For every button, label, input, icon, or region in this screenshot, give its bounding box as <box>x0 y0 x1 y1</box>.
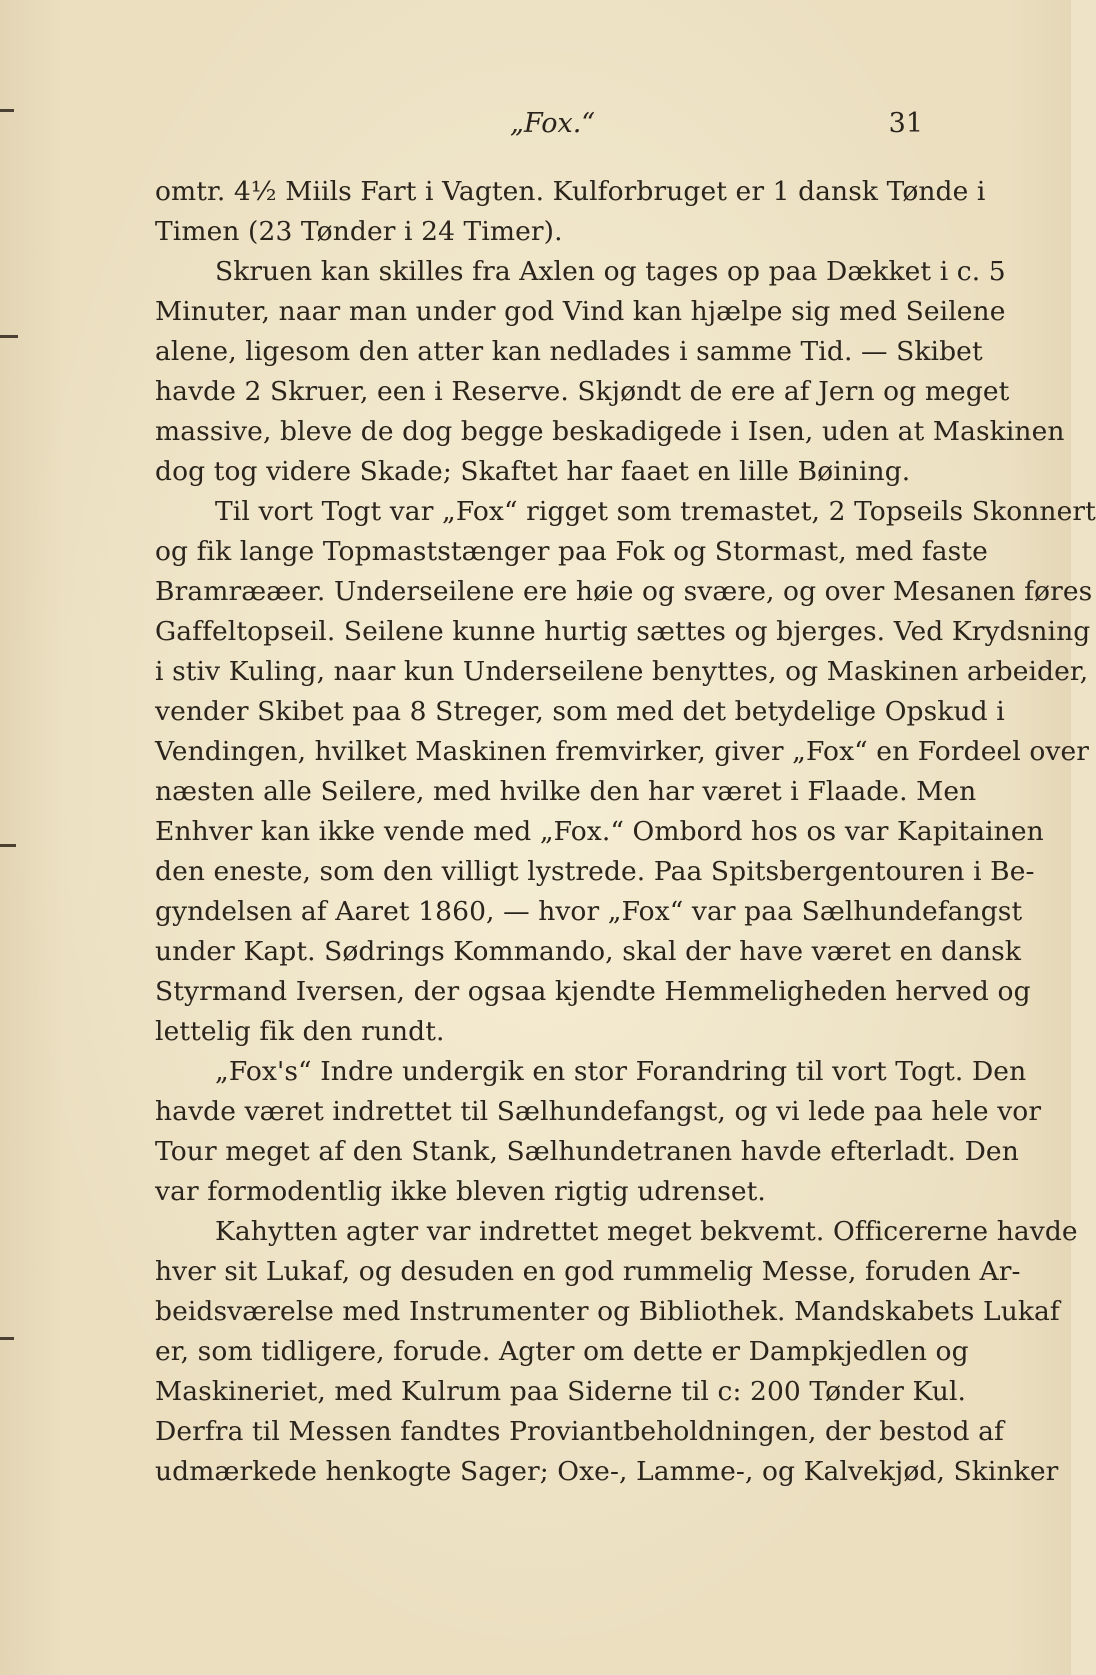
text-line: lettelig fik den rundt. <box>155 1016 445 1047</box>
text-line: beidsværelse med Instrumenter og Bibliothek. Mandskabets Lukaf <box>155 1296 1060 1327</box>
text-line: Til vort Togt var „Fox“ rigget som tremastet, 2 Topseils Skonnert <box>215 496 1096 527</box>
text-line: Gaffeltopseil. Seilene kunne hurtig sættes og bjerges. Ved Krydsning <box>155 616 1091 647</box>
running-head: „Fox.“ <box>510 108 596 139</box>
text-line: er, som tidligere, forude. Agter om dette er Dampkjedlen og <box>155 1336 969 1367</box>
text-line: omtr. 4½ Miils Fart i Vagten. Kulforbruget er 1 dansk Tønde i <box>155 176 986 207</box>
margin-tick <box>0 335 18 338</box>
text-line: alene, ligesom den atter kan nedlades i samme Tid. — Skibet <box>155 336 983 367</box>
text-line: Styrmand Iversen, der ogsaa kjendte Hemmeligheden herved og <box>155 976 1031 1007</box>
text-line: udmærkede henkogte Sager; Oxe-, Lamme-, og Kalvekjød, Skinker <box>155 1456 1059 1487</box>
text-line: Skruen kan skilles fra Axlen og tages op paa Dækket i c. 5 <box>215 256 1006 287</box>
text-line: Derfra til Messen fandtes Proviantbeholdningen, der bestod af <box>155 1416 1004 1447</box>
text-line: dog tog videre Skade; Skaftet har faaet en lille Bøining. <box>155 456 911 487</box>
text-line: i stiv Kuling, naar kun Underseilene benyttes, og Maskinen arbeider, <box>155 656 1089 687</box>
text-line: Tour meget af den Stank, Sælhundetranen havde efterladt. Den <box>155 1136 1019 1167</box>
text-line: Enhver kan ikke vende med „Fox.“ Ombord hos os var Kapitainen <box>155 816 1044 847</box>
text-line: næsten alle Seilere, med hvilke den har været i Flaade. Men <box>155 776 977 807</box>
text-line: havde været indrettet til Sælhundefangst, og vi lede paa hele vor <box>155 1096 1042 1127</box>
text-line: var formodentlig ikke bleven rigtig udrenset. <box>155 1176 766 1207</box>
text-line: Minuter, naar man under god Vind kan hjælpe sig med Seilene <box>155 296 1006 327</box>
text-line: Vendingen, hvilket Maskinen fremvirker, giver „Fox“ en Fordeel over <box>155 736 1090 767</box>
text-line: den eneste, som den villigt lystrede. Paa Spitsbergentouren i Be- <box>155 856 1035 887</box>
text-line: Kahytten agter var indrettet meget bekvemt. Officererne havde <box>215 1216 1078 1247</box>
page-header <box>0 108 1071 148</box>
text-line: „Fox's“ Indre undergik en stor Forandring til vort Togt. Den <box>215 1056 1027 1087</box>
text-line: vender Skibet paa 8 Streger, som med det betydelige Opskud i <box>155 696 1005 727</box>
margin-tick <box>0 1337 14 1340</box>
text-line: gyndelsen af Aaret 1860, — hvor „Fox“ var paa Sælhundefangst <box>155 896 1023 927</box>
text-line: hver sit Lukaf, og desuden en god rummelig Messe, foruden Ar- <box>155 1256 1021 1287</box>
margin-tick <box>0 844 16 847</box>
text-line: havde 2 Skruer, een i Reserve. Skjøndt de ere af Jern og meget <box>155 376 1010 407</box>
text-line: Maskineriet, med Kulrum paa Siderne til c: 200 Tønder Kul. <box>155 1376 967 1407</box>
page-number: 31 <box>888 108 923 139</box>
body-text <box>155 172 1096 1492</box>
text-line: Bramrææer. Underseilene ere høie og svære, og over Mesanen føres <box>155 576 1093 607</box>
text-line: Timen (23 Tønder i 24 Timer). <box>155 216 563 247</box>
text-line: og fik lange Topmaststænger paa Fok og Stormast, med faste <box>155 536 988 567</box>
text-line: massive, bleve de dog begge beskadigede i Isen, uden at Maskinen <box>155 416 1065 447</box>
text-line: under Kapt. Sødrings Kommando, skal der have været en dansk <box>155 936 1022 967</box>
